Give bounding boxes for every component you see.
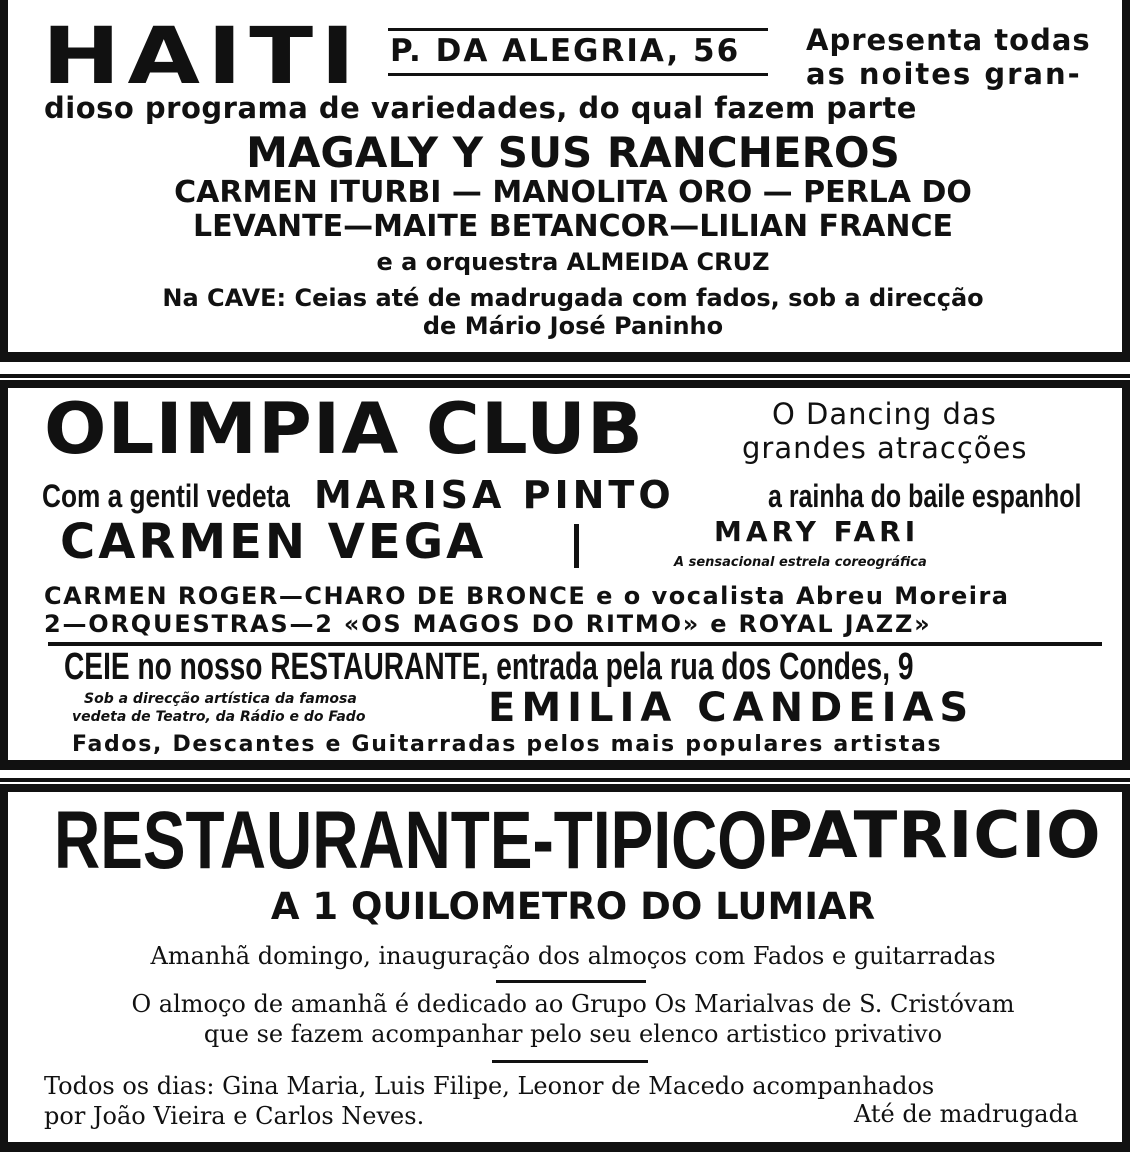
separator-1: [0, 352, 1130, 362]
haiti-cave-2: de Mário José Paninho: [422, 312, 724, 340]
olimpia-restaurant-line: CEIE no nosso RESTAURANTE, entrada pela rua dos Condes, 9: [64, 646, 914, 688]
separator-2-thin: [0, 778, 1130, 782]
olimpia-vedeta-suffix: a rainha do baile espanhol: [768, 478, 1082, 514]
olimpia-singer: EMILIA CANDEIAS: [488, 685, 975, 731]
patricio-rule-1: [496, 980, 646, 983]
haiti-intro-2: as noites gran-: [806, 57, 1082, 91]
separator-1-thin: [0, 374, 1130, 378]
olimpia-direction-2: vedeta de Teatro, da Rádio e do Fado: [72, 709, 366, 725]
separator-2b: [0, 784, 1130, 792]
haiti-intro-1: Apresenta todas: [806, 23, 1091, 57]
patricio-dedication-2: que se fazem acompanhar pelo seu elenco artistico privativo: [203, 1020, 943, 1048]
patricio-title-1: RESTAURANTE-TIPICO: [54, 795, 768, 886]
olimpia-tagline-1: O Dancing das: [772, 397, 997, 431]
patricio-ad: [0, 792, 1130, 1142]
star-divider: [574, 524, 579, 568]
haiti-intro-3: dioso programa de variedades, do qual fazem parte: [44, 91, 917, 125]
olimpia-artists-line: CARMEN ROGER—CHARO DE BRONCE e o vocalista Abreu Moreira: [44, 582, 1010, 610]
olimpia-fados-line: Fados, Descantes e Guitarradas pelos mais populares artistas: [72, 732, 943, 757]
olimpia-star-2: MARY FARI: [714, 515, 920, 548]
separator-1b: [0, 380, 1130, 388]
haiti-artists-1: CARMEN ITURBI — MANOLITA ORO — PERLA DO: [174, 175, 972, 210]
olimpia-vedeta-prefix: Com a gentil vedeta: [42, 478, 290, 514]
bottom-border: [0, 1142, 1130, 1152]
olimpia-direction-1: Sob a direcção artística da famosa: [84, 691, 357, 707]
patricio-rule-2: [492, 1060, 648, 1063]
patricio-daily-2: por João Vieira e Carlos Neves.: [44, 1102, 425, 1130]
address-rule-bottom: [388, 73, 768, 76]
haiti-cave-1: Na CAVE: Ceias até de madrugada com fados, sob a direcção: [162, 284, 984, 312]
olimpia-star-2-caption: A sensacional estrela coreográfica: [674, 555, 927, 570]
haiti-orchestra: e a orquestra ALMEIDA CRUZ: [376, 248, 770, 276]
olimpia-ad: [0, 388, 1130, 760]
patricio-dedication-1: O almoço de amanhã é dedicado ao Grupo Os Marialvas de S. Cristóvam: [131, 990, 1015, 1018]
haiti-address: P. DA ALEGRIA, 56: [390, 33, 741, 69]
separator-2: [0, 760, 1130, 770]
haiti-name: HAITI: [42, 12, 363, 102]
patricio-daily-3: Até de madrugada: [854, 1100, 1079, 1128]
haiti-ad: [0, 0, 1130, 352]
olimpia-tagline-2: grandes atracções: [742, 431, 1028, 465]
olimpia-orchestras-line: 2—ORQUESTRAS—2 «OS MAGOS DO RITMO» e ROYAL JAZZ»: [44, 610, 932, 638]
olimpia-name: OLIMPIA CLUB: [44, 388, 644, 470]
patricio-sunday: Amanhã domingo, inauguração dos almoços com Fados e guitarradas: [150, 942, 996, 970]
patricio-title-2: PATRICIO: [766, 799, 1102, 873]
olimpia-vedeta-name: MARISA PINTO: [314, 473, 675, 517]
olimpia-star-1: CARMEN VEGA: [60, 514, 487, 570]
patricio-daily-1: Todos os dias: Gina Maria, Luis Filipe, Leonor de Macedo acompanhados: [44, 1072, 935, 1100]
haiti-artists-2: LEVANTE—MAITE BETANCOR—LILIAN FRANCE: [193, 209, 953, 244]
haiti-headliner: MAGALY Y SUS RANCHEROS: [246, 128, 900, 177]
patricio-location: A 1 QUILOMETRO DO LUMIAR: [270, 885, 876, 928]
address-rule-top: [388, 28, 768, 31]
